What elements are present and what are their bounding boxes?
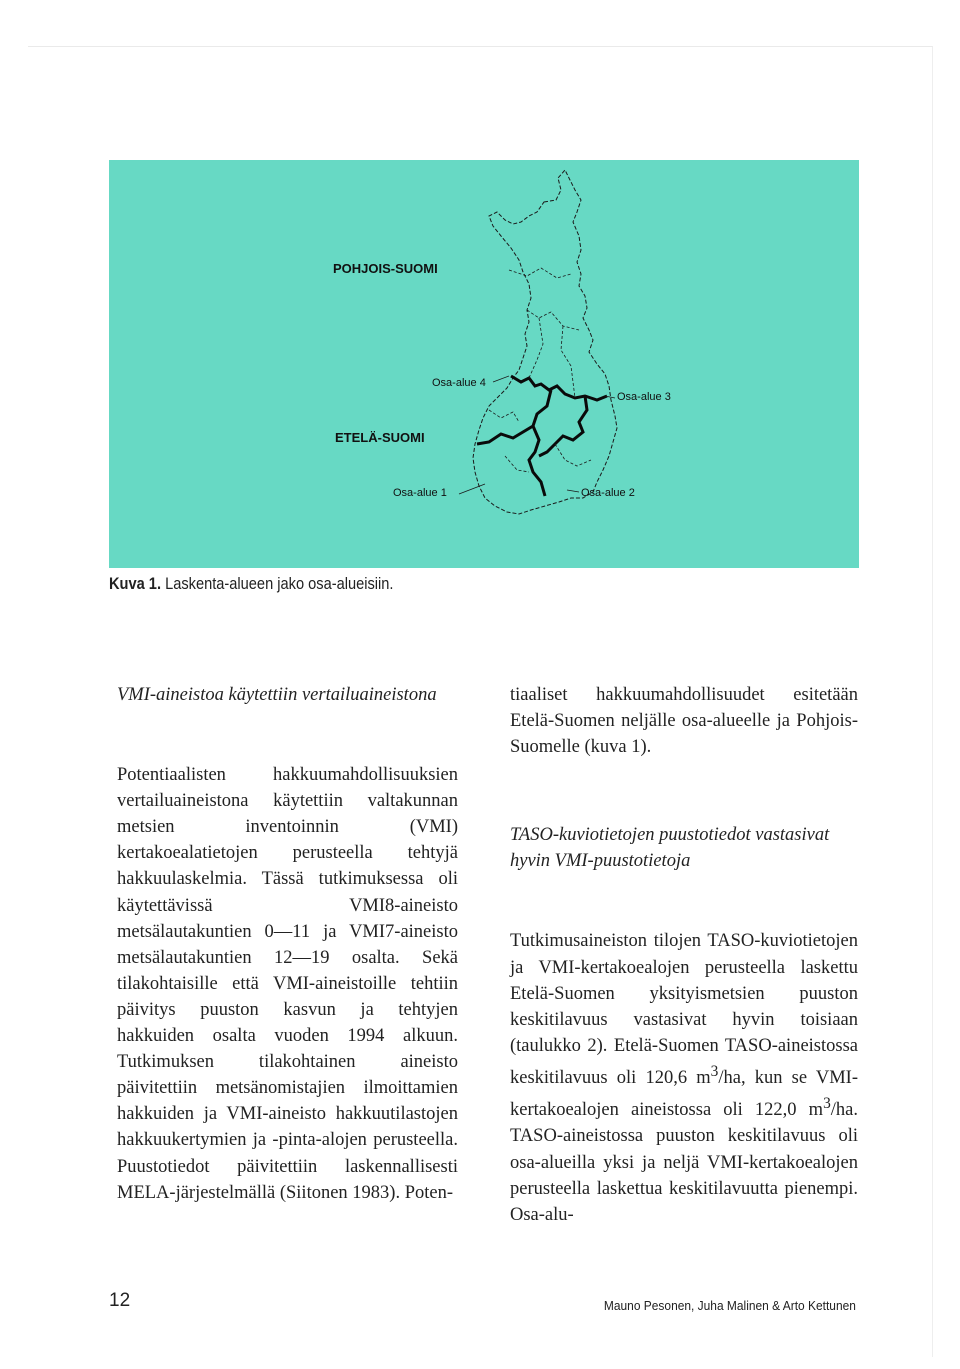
right-heading: TASO-kuviotietojen puustotiedot vastasivat hyvin VMI-puustotietoja	[510, 825, 830, 872]
label-osa-alue-1: Osa-alue 1	[393, 487, 447, 499]
left-paragraph: Potentiaalisten hakkuumahdollisuuksien vertailuaineistona käytettiin valtakunnan metsien inventoinnin (VMI) kertakoealatietojen perusteella tehtyjä hakkuulaskelmia. Tässä tutkimuksessa oli käytettävissä VMI8-aineisto metsälautakuntien 0—11 ja VMI7-aineisto metsälautakuntien 12—19 osalta. Sekä tilakohtaisille että VMI-aineistoille tehtiin päivitys puuston kasvun ja tehtyjen hakkuiden osalta vuoden 1994 alkuun. Tutkimuksen tilakohtainen aineisto päivitettiin metsänomistajien ilmoittamien hakkuiden ja VMI-aineisto hakkuutilastojen hakkuukertymien ja -pinta-alojen perusteella. Puustotiedot päivitettiin laskennallisesti MELA-järjestelmällä (Siitonen 1983). Poten-	[117, 765, 458, 1203]
right-p2-part-c: /ha. TASO-aineistossa puuston keskitilavuus oli osa-alueilla yksi ja neljä VMI-kertakoealojen perusteella laskettua keskitilavuutta pienempi. Osa-alu-	[510, 1100, 858, 1225]
leader-area4	[493, 376, 509, 382]
label-osa-alue-3: Osa-alue 3	[617, 391, 671, 403]
province-border-5	[489, 410, 519, 422]
page-number: 12	[109, 1290, 131, 1311]
caption-label: Kuva 1.	[109, 574, 162, 593]
superscript-3: 3	[710, 1062, 719, 1080]
footer-authors: Mauno Pesonen, Juha Malinen & Arto Kettunen	[603, 1298, 856, 1313]
finland-outline	[473, 170, 617, 514]
right-paragraph-1: tiaaliset hakkuumahdollisuudet esitetään Etelä-Suomen neljälle osa-alueelle ja Pohjois-Suomelle (kuva 1).	[510, 685, 858, 758]
province-border-7	[505, 456, 529, 472]
right-p2-part-b: /ha, kun se VMI-kertakoealojen aineistossa oli 122,0 m	[510, 1068, 858, 1121]
label-osa-alue-4: Osa-alue 4	[432, 377, 486, 389]
north-south-border	[511, 376, 607, 400]
label-etela-suomi: ETELÄ-SUOMI	[335, 430, 425, 445]
right-p2-part-a: Tutkimusaineiston tilojen TASO-kuviotietojen ja VMI-kertakoealojen perusteella laskettu Etelä-Suomen yksityismetsien puuston keskitilavuus vastasivat hyvin toisiaan (taulukko 2). Etelä-Suomen TASO-aineistossa keskitilavuus oli 120,6 m	[510, 931, 858, 1089]
left-heading: VMI-aineistoa käytettiin vertailuaineistona	[117, 685, 437, 705]
figure-caption	[109, 574, 393, 594]
province-border-2	[527, 310, 579, 330]
sub-border-south	[529, 426, 545, 496]
label-osa-alue-2: Osa-alue 2	[581, 487, 635, 499]
leader-area2	[567, 490, 579, 492]
finland-map	[109, 160, 859, 568]
right-paragraph-2	[510, 928, 858, 1227]
province-border-3	[529, 318, 543, 378]
caption-text: Laskenta-alueen jako osa-alueisiin.	[165, 574, 394, 593]
left-column	[117, 682, 458, 1206]
province-border-4	[561, 326, 575, 398]
province-border-6	[555, 444, 591, 466]
leader-area1	[459, 484, 485, 494]
right-column	[510, 682, 858, 1228]
sub-border-west	[477, 390, 551, 444]
superscript-3: 3	[823, 1095, 831, 1113]
label-pohjois-suomi: POHJOIS-SUOMI	[333, 261, 438, 276]
figure-map-panel	[109, 160, 859, 568]
province-border-1	[509, 268, 571, 278]
